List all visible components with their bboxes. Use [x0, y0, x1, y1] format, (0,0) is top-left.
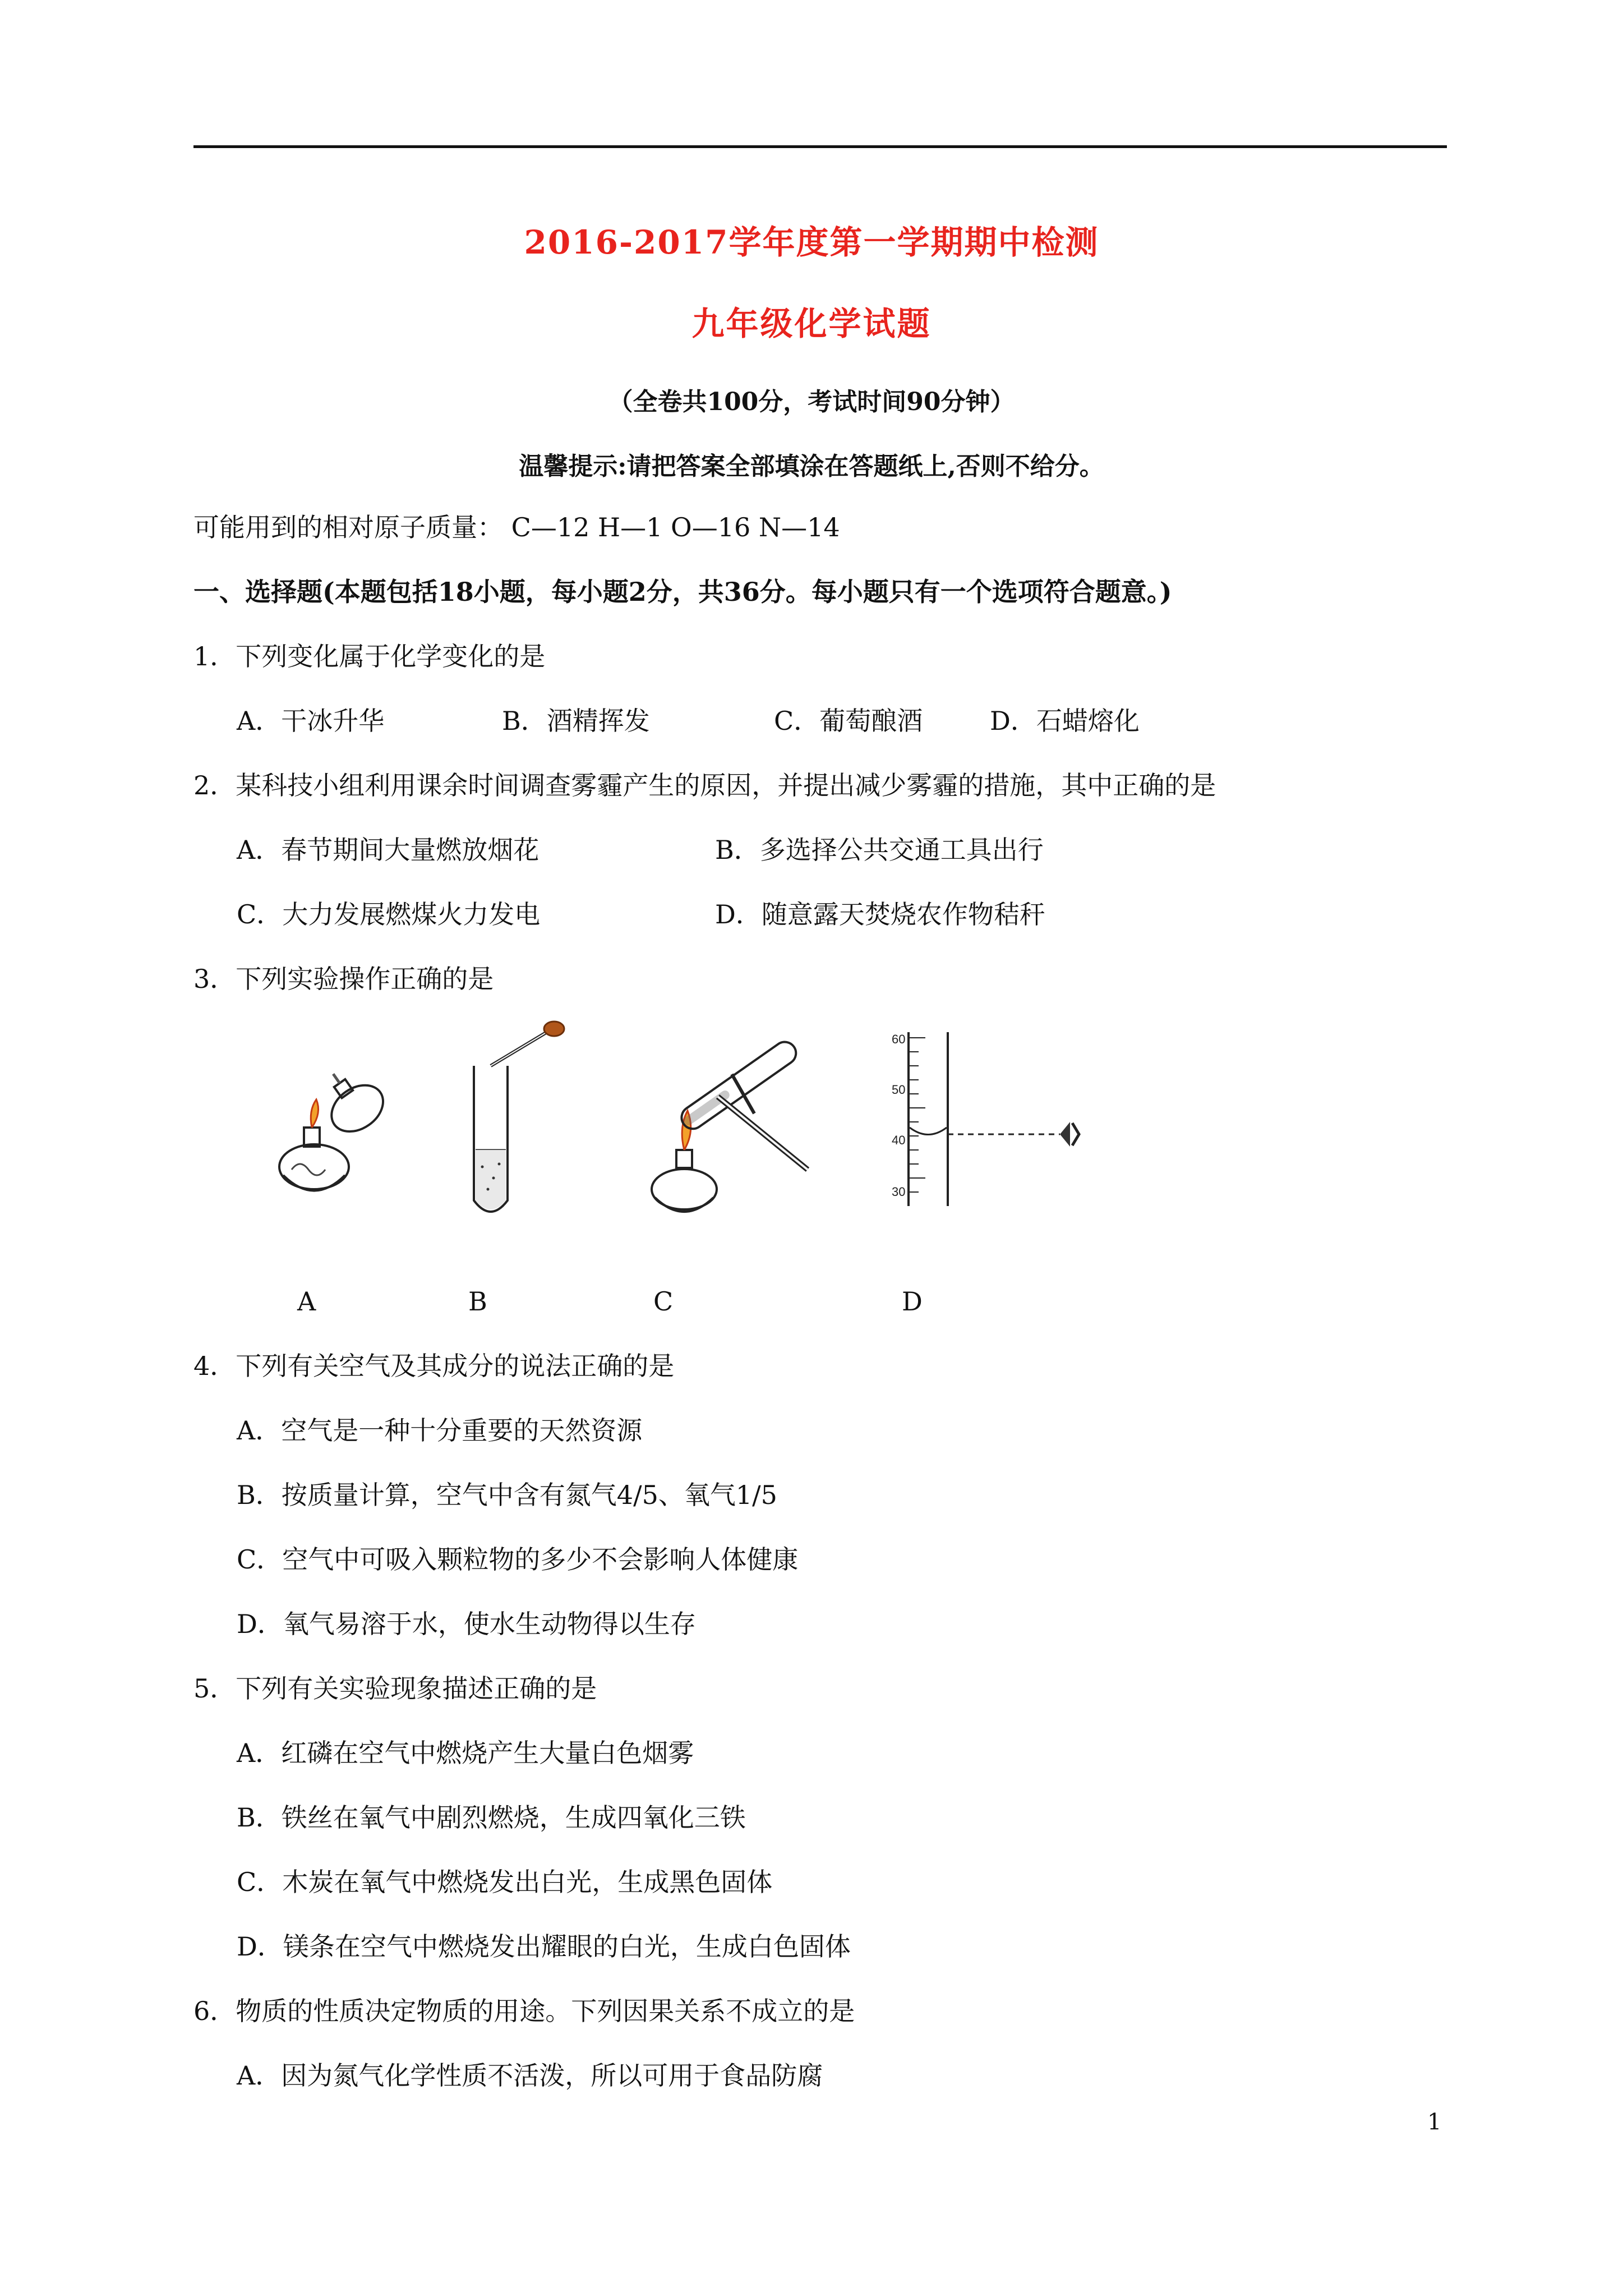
page-number: 1: [1427, 2109, 1442, 2135]
question-4-option-a: A．空气是一种十分重要的天然资源: [237, 1415, 643, 1446]
exam-subtitle: 九年级化学试题: [691, 305, 932, 343]
question-5-stem: 5．下列有关实验现象描述正确的是: [193, 1673, 597, 1704]
question-4-option-c: C．空气中可吸入颗粒物的多少不会影响人体健康: [237, 1544, 799, 1575]
exam-tip: 温馨提示:请把答案全部填涂在答题纸上,否则不给分。: [519, 452, 1104, 481]
figure-d-graduated-cylinder: [892, 1027, 1127, 1212]
question-5-option-c: C．木炭在氧气中燃烧发出白光，生成黑色固体: [237, 1867, 773, 1897]
figure-c-heating-test-tube: [639, 1035, 824, 1226]
header-rule: [193, 145, 1447, 148]
question-1-stem: 1．下列变化属于化学变化的是: [193, 641, 546, 671]
question-5-option-a: A．红磷在空气中燃烧产生大量白色烟雾: [237, 1738, 694, 1768]
question-4-option-d: D．氧气易溶于水，使水生动物得以生存: [237, 1609, 696, 1639]
section-heading: 一、选择题(本题包括18小题，每小题2分，共36分。每小题只有一个选项符合题意。): [193, 577, 1172, 607]
question-2-option-d: D．随意露天焚烧农作物秸秆: [715, 899, 1045, 930]
cylinder-tick-30: 30: [892, 1185, 906, 1199]
question-5-option-d: D．镁条在空气中燃烧发出耀眼的白光，生成白色固体: [237, 1931, 851, 1962]
question-1-option-c: C．葡萄酿酒: [774, 706, 923, 736]
question-2-stem: 2．某科技小组利用课余时间调查雾霾产生的原因，并提出减少雾霾的措施，其中正确的是: [193, 770, 1216, 800]
question-4-option-b: B．按质量计算，空气中含有氮气4/5、氧气1/5: [237, 1480, 777, 1510]
cylinder-tick-50: 50: [892, 1083, 906, 1097]
question-1-option-a: A．干冰升华: [237, 706, 385, 736]
exam-title: 2016-2017学年度第一学期期中检测: [524, 223, 1099, 261]
question-6-stem: 6．物质的性质决定物质的用途。下列因果关系不成立的是: [193, 1996, 855, 2026]
question-2-option-a: A．春节期间大量燃放烟花: [237, 835, 540, 865]
figure-label-a: A: [297, 1286, 316, 1317]
cylinder-tick-60: 60: [892, 1032, 906, 1046]
question-2-option-c: C．大力发展燃煤火力发电: [237, 899, 541, 930]
question-4-stem: 4．下列有关空气及其成分的说法正确的是: [193, 1351, 675, 1381]
exam-meta: （全卷共100分，考试时间90分钟）: [608, 388, 1015, 416]
figure-label-d: D: [902, 1286, 923, 1317]
figure-label-c: C: [653, 1286, 674, 1317]
figure-b-dropper-test-tube: [465, 1021, 566, 1234]
question-1-option-d: D．石蜡熔化: [990, 706, 1140, 736]
question-5-option-b: B．铁丝在氧气中剧烈燃烧，生成四氧化三铁: [237, 1802, 746, 1833]
question-1-option-b: B．酒精挥发: [502, 706, 650, 736]
figure-label-b: B: [468, 1286, 487, 1317]
cylinder-tick-40: 40: [892, 1133, 906, 1147]
question-2-option-b: B．多选择公共交通工具出行: [715, 835, 1044, 865]
question-3-stem: 3．下列实验操作正确的是: [193, 964, 494, 994]
atomic-masses: 可能用到的相对原子质量： C—12 H—1 O—16 N—14: [193, 512, 840, 542]
figure-a-lighting-lamp: [275, 1055, 387, 1212]
question-6-option-a: A．因为氮气化学性质不活泼，所以可用于食品防腐: [237, 2060, 823, 2091]
